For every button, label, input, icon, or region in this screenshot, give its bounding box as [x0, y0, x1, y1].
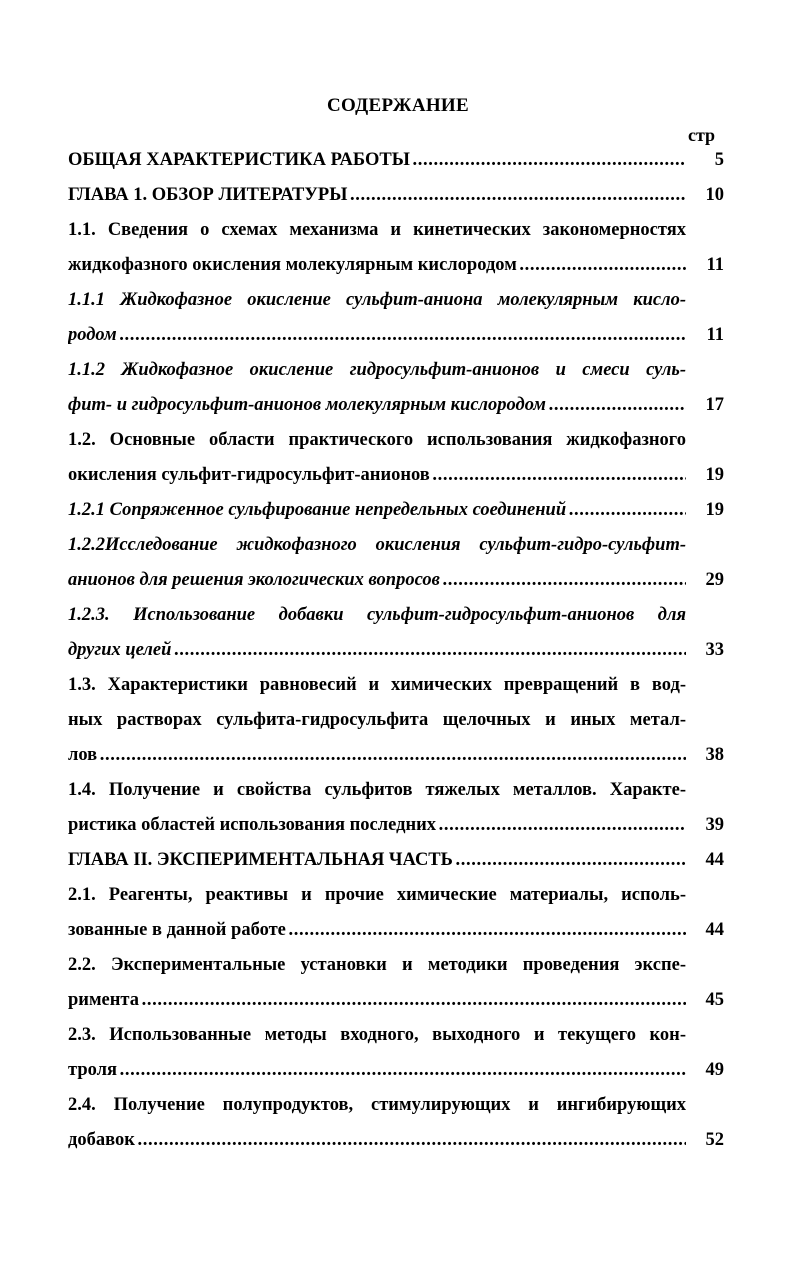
page-column-header: стр — [688, 125, 716, 145]
toc-page-number: 49 — [705, 1060, 724, 1080]
toc-entry-line — [68, 883, 686, 907]
toc-entry-line — [68, 638, 686, 662]
toc-page-number: 10 — [705, 185, 724, 205]
toc-entry-line — [68, 778, 686, 802]
toc-entry-text: ристика областей использования последних . . . — [68, 813, 686, 837]
toc-title: СОДЕРЖАНИЕ — [327, 95, 469, 116]
toc-entry-text: фит- и гидросульфит-анионов молекулярным кислородом . . . — [68, 393, 686, 417]
toc-entry-line — [68, 428, 686, 452]
toc-entry-line — [68, 1023, 686, 1047]
toc-page-number: 11 — [706, 325, 724, 345]
toc-entry-text: жидкофазного окисления молекулярным кислородом . . . — [68, 253, 686, 277]
toc-entry-text: ГЛАВА II. ЭКСПЕРИМЕНТАЛЬНАЯ ЧАСТЬ . . . — [68, 848, 686, 872]
toc-entry-text: 1.3. Характеристики равновесий и химических превращений в вод- — [68, 675, 686, 695]
toc-entry-line — [68, 288, 686, 312]
toc-entry-line — [68, 848, 686, 872]
toc-entry-line — [68, 1093, 686, 1117]
toc-entry-text: ОБЩАЯ ХАРАКТЕРИСТИКА РАБОТЫ . . . — [68, 148, 686, 172]
toc-entry-text: окисления сульфит-гидросульфит-анионов . . . — [68, 463, 686, 487]
toc-entry-text: 1.1.1 Жидкофазное окисление сульфит-аниона молекулярным кисло- — [68, 290, 686, 310]
toc-entry-text: 2.4. Получение полупродуктов, стимулирующих и ингибирующих — [68, 1095, 686, 1115]
toc-entry-line — [68, 218, 686, 242]
toc-page-number: 5 — [714, 150, 724, 170]
toc-entry-line — [68, 953, 686, 977]
toc-entry-text: 1.2. Основные области практического использования жидкофазного — [68, 430, 686, 450]
toc-entry-text: ных растворах сульфита-гидросульфита щелочных и иных метал- — [68, 710, 686, 730]
toc-entry-text: 2.1. Реагенты, реактивы и прочие химические материалы, исполь- — [68, 885, 686, 905]
toc-entry-line — [68, 1058, 686, 1082]
toc-page-number: 11 — [706, 255, 724, 275]
toc-entry-line — [68, 183, 686, 207]
toc-entry-line — [68, 603, 686, 627]
toc-entry-text: 1.1. Сведения о схемах механизма и кинетических закономерностях — [68, 220, 686, 240]
toc-entry-line — [68, 743, 686, 767]
toc-entry-text: родом . . . — [68, 323, 686, 347]
toc-page-number: 39 — [705, 815, 724, 835]
toc-entry-text: троля . . . — [68, 1058, 686, 1082]
toc-entry-line — [68, 568, 686, 592]
toc-entry-line — [68, 323, 686, 347]
toc-page-number: 19 — [705, 500, 724, 520]
toc-page-number: 38 — [705, 745, 724, 765]
toc-entry-text: 1.2.2Исследование жидкофазного окисления сульфит-гидро-сульфит- — [68, 535, 686, 555]
toc-page-number: 44 — [705, 850, 724, 870]
toc-entry-text: 1.2.3. Использование добавки сульфит-гидросульфит-анионов для — [68, 605, 686, 625]
toc-entry-text: 1.1.2 Жидкофазное окисление гидросульфит-анионов и смеси суль- — [68, 360, 686, 380]
toc-page-number: 19 — [705, 465, 724, 485]
toc-entry-line — [68, 498, 686, 522]
toc-entry-line — [68, 1128, 686, 1152]
toc-entry-text: лов . . . — [68, 743, 686, 767]
toc-entry-line — [68, 463, 686, 487]
toc-entry-line — [68, 393, 686, 417]
toc-page-number: 44 — [705, 920, 724, 940]
toc-entry-text: 1.4. Получение и свойства сульфитов тяжелых металлов. Характе- — [68, 780, 686, 800]
toc-entry-line — [68, 533, 686, 557]
toc-page-number: 17 — [705, 395, 724, 415]
toc-entry-text: 2.3. Использованные методы входного, выходного и текущего кон- — [68, 1025, 686, 1045]
toc-entry-line — [68, 918, 686, 942]
toc-page-number: 52 — [705, 1130, 724, 1150]
toc-entry-line — [68, 988, 686, 1012]
toc-entry-text: анионов для решения экологических вопросов . . . — [68, 568, 686, 592]
toc-entry-text: римента . . . — [68, 988, 686, 1012]
toc-entry-line — [68, 673, 686, 697]
toc-entry-line — [68, 358, 686, 382]
toc-entry-text: 2.2. Экспериментальные установки и методики проведения экспе- — [68, 955, 686, 975]
toc-entry-text: 1.2.1 Сопряженное сульфирование непредельных соединений . . . — [68, 498, 686, 522]
toc-page-number: 33 — [705, 640, 724, 660]
toc-entry-text: других целей . . . — [68, 638, 686, 662]
toc-entry-line — [68, 253, 686, 277]
toc-entry-line — [68, 813, 686, 837]
toc-entry-text: ГЛАВА 1. ОБЗОР ЛИТЕРАТУРЫ . . . — [68, 183, 686, 207]
toc-entry-text: добавок . . . — [68, 1128, 686, 1152]
toc-page-number: 45 — [705, 990, 724, 1010]
toc-entry-text: зованные в данной работе . . . — [68, 918, 686, 942]
toc-entry-line — [68, 148, 686, 172]
toc-page-number: 29 — [705, 570, 724, 590]
toc-entry-line — [68, 708, 686, 732]
